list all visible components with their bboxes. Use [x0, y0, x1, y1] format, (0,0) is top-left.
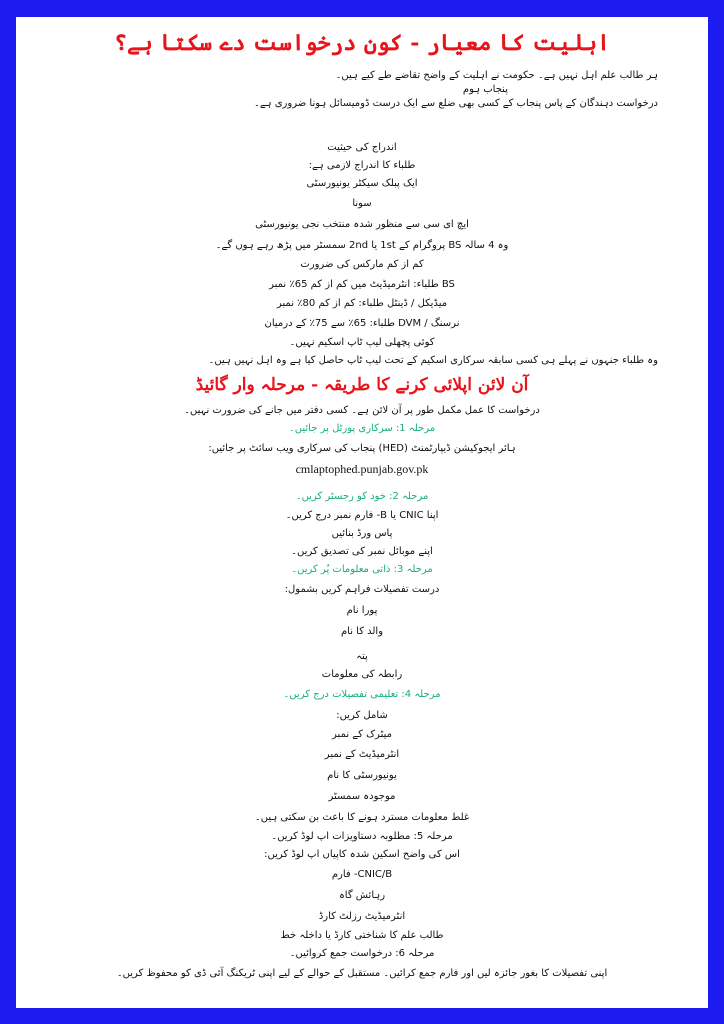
step-3-heading: مرحلہ 3: ذاتی معلومات پُر کریں۔	[291, 564, 433, 575]
include-label: شامل کریں:	[336, 710, 388, 721]
step-2-heading: مرحلہ 2: خود کو رجسٹر کریں۔	[295, 491, 429, 502]
step-2-password: پاس ورڈ بنائیں	[331, 528, 393, 539]
min-marks-heading: کم از کم مارکس کی ضرورت	[300, 259, 424, 270]
full-name: پورا نام	[346, 605, 378, 616]
contact-info: رابطہ کی معلومات	[321, 669, 403, 680]
no-previous-text: وہ طلباء جنہوں نے پہلے ہی کسی سابقہ سرکاری اسکیم کے تحت لیپ ٹاپ حاصل کیا ہے وہ اہل نہیں ہیں۔	[208, 355, 658, 366]
enrollment-required: طلباء کا اندراج لازمی ہے:	[308, 160, 416, 171]
step-5-heading: مرحلہ 5: مطلوبہ دستاویزات اپ لوڈ کریں۔	[271, 831, 453, 842]
step-5-text: اس کی واضح اسکین شدہ کاپیاں اپ لوڈ کریں:	[264, 849, 460, 860]
doc-result: انٹرمیڈیٹ رزلٹ کارڈ	[318, 911, 406, 922]
no-previous-heading: کوئی پچھلی لیپ ٹاپ اسکیم نہیں۔	[289, 337, 435, 348]
university-name: یونیورسٹی کا نام	[327, 770, 397, 781]
wrong-info-warning: غلط معلومات مسترد ہونے کا باعث بن سکتی ہیں۔	[254, 812, 470, 823]
doc-domicile: رہائش گاہ	[338, 890, 386, 901]
step-6-heading: مرحلہ 6: درخواست جمع کروائیں۔	[289, 948, 435, 959]
apply-intro: درخواست کا عمل مکمل طور پر آن لائن ہے۔ کسی دفتر میں جانے کی ضرورت نہیں۔	[184, 405, 540, 416]
step-1-text: ہائر ایجوکیشن ڈیپارٹمنٹ (HED) پنجاب کی سرکاری ویب سائٹ پر جائیں:	[208, 443, 516, 454]
bs-semester: وہ 4 سالہ BS پروگرام کے 1st یا 2nd سمسٹر میں پڑھ رہے ہوں گے۔	[215, 240, 509, 251]
page-title: اہلیت کا معیار - کون درخواست دے سکتا ہے؟	[114, 30, 610, 56]
step-1-heading: مرحلہ 1: سرکاری پورٹل پر جائیں۔	[288, 423, 436, 434]
portal-url-link[interactable]: cmlaptophed.punjab.gov.pk	[295, 462, 429, 476]
bs-marks: BS طلباء: انٹرمیڈیٹ میں کم از کم 65٪ نمبر	[269, 279, 455, 290]
matric-marks: میٹرک کے نمبر	[332, 729, 392, 740]
intro-text: ہر طالب علم اہل نہیں ہے۔ حکومت نے اہلیت کے واضح تقاضے طے کیے ہیں۔	[335, 70, 658, 81]
public-university: ایک پبلک سیکٹر یونیورسٹی	[306, 178, 418, 189]
doc-cnic: CNIC/B- فارم	[331, 869, 393, 880]
doc-student-card: طالب علم کا شناختی کارڈ یا داخلہ خط	[280, 930, 444, 941]
step-3-text: درست تفصیلات فراہم کریں بشمول:	[284, 584, 440, 595]
enrollment-heading: اندراج کی حیثیت	[327, 142, 397, 153]
step-2-cnic: اپنا CNIC یا B- فارم نمبر درج کریں۔	[285, 510, 439, 521]
current-semester: موجودہ سمسٹر	[328, 791, 396, 802]
nursing-marks: نرسنگ / DVM طلباء: 65٪ سے 75٪ کے درمیان	[264, 318, 460, 329]
hec-university: ایچ ای سی سے منظور شدہ منتخب نجی یونیورسٹی	[255, 219, 469, 230]
step-4-heading: مرحلہ 4: تعلیمی تفصیلات درج کریں۔	[283, 689, 441, 700]
domicile-heading: پنجاب ہوم	[462, 84, 508, 95]
address: پتہ	[356, 651, 368, 662]
domicile-text: درخواست دہندگان کے پاس پنجاب کے کسی بھی ضلع سے ایک درست ڈومیسائل ہونا ضروری ہے۔	[253, 98, 658, 109]
medical-marks: میڈیکل / ڈینٹل طلباء: کم از کم 80٪ نمبر	[276, 298, 448, 309]
father-name: والد کا نام	[340, 626, 384, 637]
inter-marks: انٹرمیڈیٹ کے نمبر	[324, 749, 400, 760]
apply-section-title: آن لائن اپلائی کرنے کا طریقہ - مرحلہ وار گائیڈ	[195, 375, 529, 395]
step-2-mobile: اپنے موبائل نمبر کی تصدیق کریں۔	[291, 546, 433, 557]
final-instructions: اپنی تفصیلات کا بغور جائزہ لیں اور فارم جمع کرائیں۔ مستقبل کے حوالے کے لیے اپنی ٹریکنگ آئی ڈی کو محفوظ کریں۔	[116, 968, 608, 979]
document-page	[16, 17, 708, 1008]
or-word: سونا	[352, 198, 372, 209]
